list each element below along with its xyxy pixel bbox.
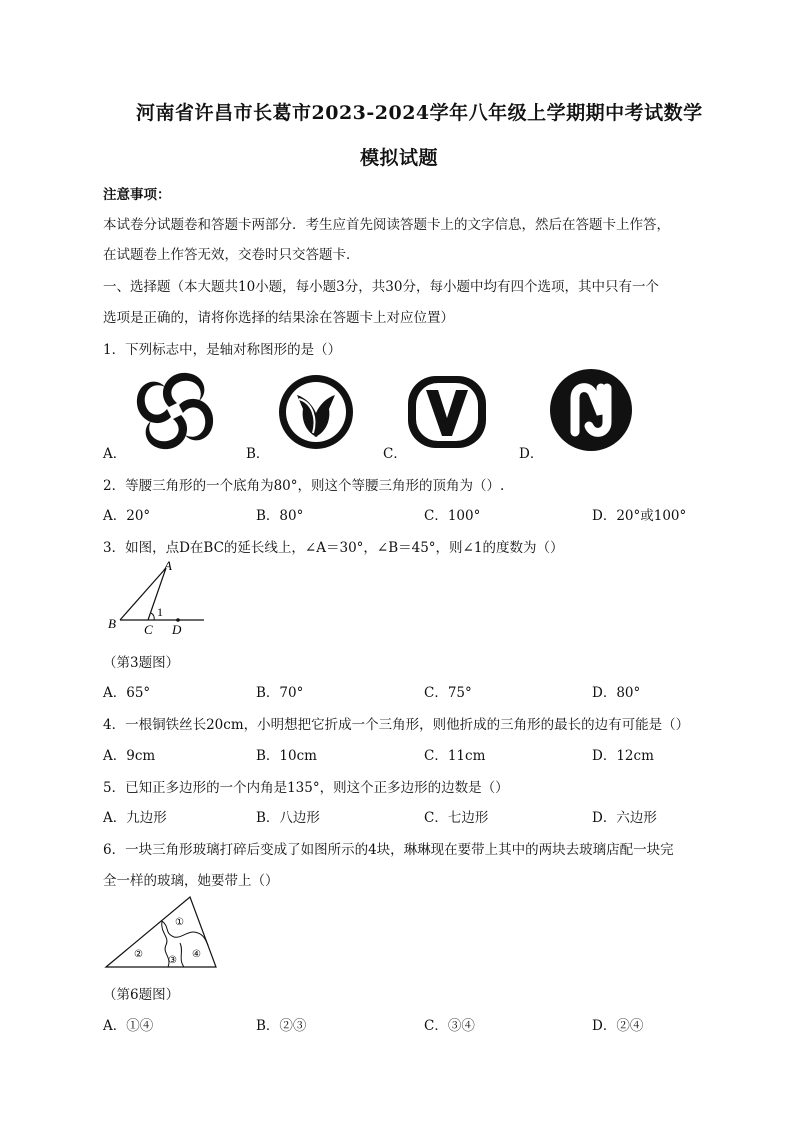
q6-stem-line-1: 6．一块三角形玻璃打碎后变成了如图所示的4块，琳琳现在要带上其中的两块去玻璃店配一块完 [103, 842, 674, 858]
q4-option-d[interactable]: D．12cm [592, 748, 654, 764]
q3-label-d: D [172, 622, 182, 637]
title-line-2: 模拟试题 [360, 147, 439, 169]
q6-option-c[interactable]: C．③④ [424, 1018, 475, 1034]
q2-option-c[interactable]: C．100° [424, 508, 481, 524]
title-line-1: 河南省许昌市长葛市2023-2024学年八年级上学期期中考试数学 [136, 102, 703, 124]
q1-option-a[interactable]: A． [103, 446, 127, 462]
q6-piece-4: ④ [192, 949, 201, 960]
q6-caption: （第6题图） [103, 987, 180, 1003]
q3-label-angle-1: 1 [157, 605, 163, 619]
q2-option-d[interactable]: D．20°或100° [592, 508, 687, 524]
q5-stem: 5．已知正多边形的一个内角是135°，则这个正多边形的边数是（） [103, 780, 509, 796]
q3-label-b: B [108, 616, 116, 631]
q6-option-a[interactable]: A．①④ [103, 1018, 154, 1034]
notes-heading: 注意事项： [103, 187, 171, 203]
q1-option-d[interactable]: D． [519, 446, 544, 462]
q3-option-a[interactable]: A．65° [103, 685, 151, 701]
q5-option-b[interactable]: B．八边形 [256, 810, 320, 826]
q4-option-c[interactable]: C．11cm [424, 748, 486, 764]
logo-c-v-shield-icon [406, 374, 488, 450]
logo-b-circle-icon [277, 373, 355, 451]
q1-option-c[interactable]: C． [383, 446, 407, 462]
q3-option-d[interactable]: D．80° [592, 685, 641, 701]
section-1-line-1: 一、选择题（本大题共10小题，每小题3分，共30分，每小题中均有四个选项，其中只有一个 [103, 279, 659, 295]
q2-option-b[interactable]: B．80° [256, 508, 304, 524]
q2-option-a[interactable]: A．20° [103, 508, 151, 524]
q2-stem: 2．等腰三角形的一个底角为80°，则这个等腰三角形的顶角为（）. [103, 478, 505, 494]
q3-stem: 3．如图，点D在BC的延长线上，∠A＝30°，∠B＝45°，则∠1的度数为（） [103, 540, 564, 556]
q5-option-a[interactable]: A．九边形 [103, 810, 167, 826]
q3-option-c[interactable]: C．75° [424, 685, 472, 701]
q6-broken-glass-figure [104, 893, 219, 973]
q3-label-c: C [144, 622, 153, 637]
q3-option-b[interactable]: B．70° [256, 685, 304, 701]
q3-caption: （第3题图） [103, 655, 180, 671]
q4-option-a[interactable]: A．9cm [103, 748, 156, 764]
q6-piece-3: ③ [168, 955, 177, 966]
q6-piece-2: ② [134, 949, 143, 960]
logo-d-n-icon [549, 368, 633, 452]
q6-stem-line-2: 全一样的玻璃，她要带上（） [103, 873, 279, 889]
q5-option-c[interactable]: C．七边形 [424, 810, 489, 826]
q4-option-b[interactable]: B．10cm [256, 748, 317, 764]
notes-line-2: 在试题卷上作答无效，交卷时只交答题卡． [103, 247, 360, 263]
q3-triangle-figure [104, 560, 214, 640]
q6-option-b[interactable]: B．②③ [256, 1018, 307, 1034]
q1-option-b[interactable]: B． [246, 446, 270, 462]
q4-stem: 4．一根铜铁丝长20cm，小明想把它折成一个三角形，则他折成的三角形的最长的边有可能是（） [103, 717, 690, 733]
section-1-line-2: 选项是正确的，请将你选择的结果涂在答题卡上对应位置） [103, 310, 454, 326]
q6-option-d[interactable]: D．②④ [592, 1018, 644, 1034]
q1-stem: 1．下列标志中，是轴对称图形的是（） [103, 342, 342, 358]
q3-label-a: A [164, 558, 172, 573]
q6-piece-1: ① [175, 917, 184, 928]
q5-option-d[interactable]: D．六边形 [592, 810, 657, 826]
logo-a-spiral-icon [130, 366, 220, 456]
notes-line-1: 本试卷分试题卷和答题卡两部分．考生应首先阅读答题卡上的文字信息，然后在答题卡上作答， [103, 217, 670, 233]
